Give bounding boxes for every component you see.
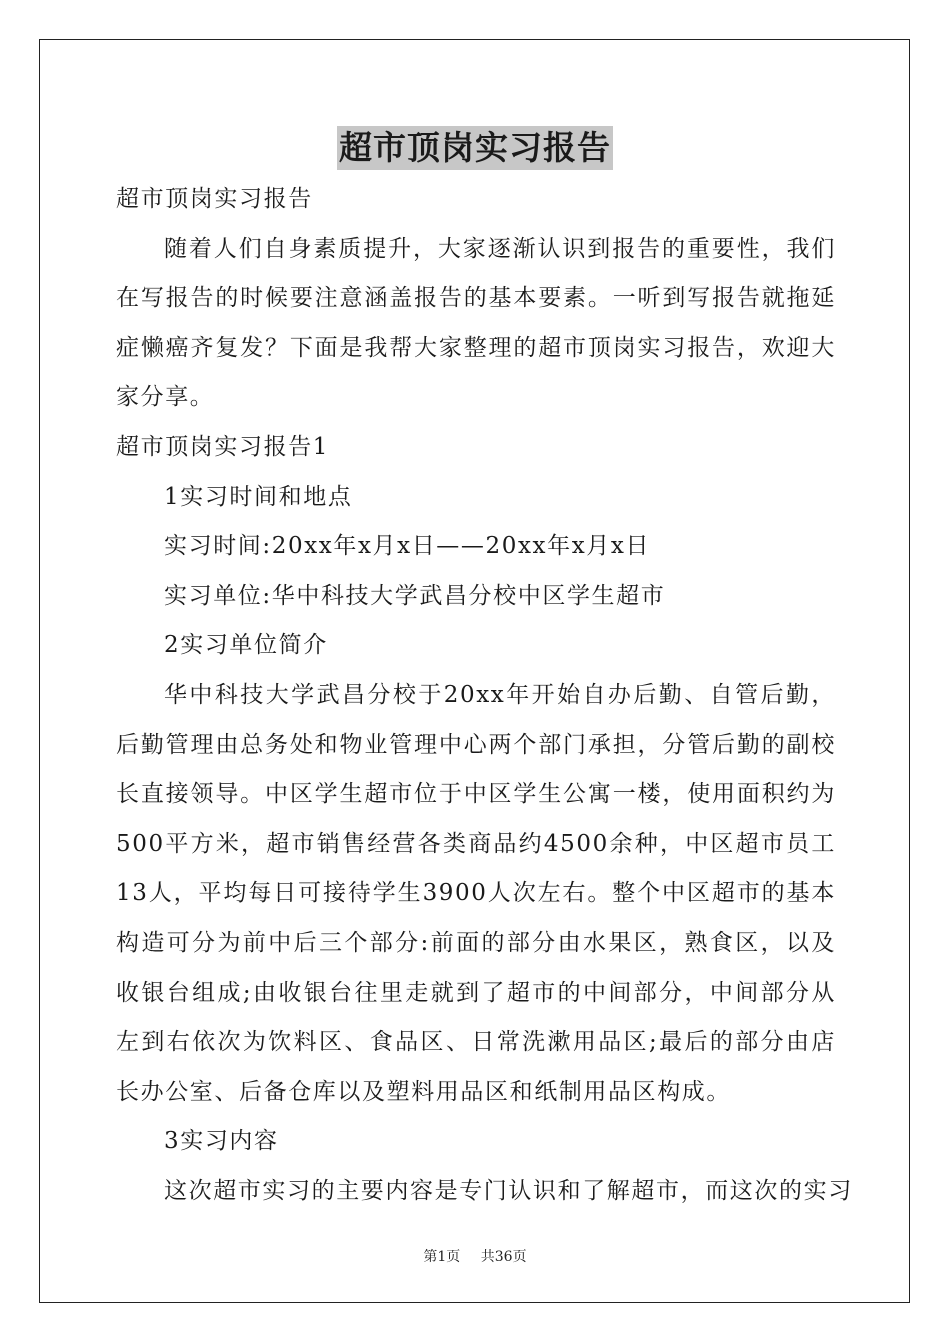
intro-paragraph: 随着人们自身素质提升，大家逐渐认识到报告的重要性，我们在写报告的时候要注意涵盖报告的基本要素。一听到写报告就拖延症懒癌齐复发？下面是我帮大家整理的超市顶岗实习报告，欢迎大家分享。	[116, 235, 836, 411]
section-heading-content: 3实习内容	[164, 1128, 279, 1155]
internship-time: 实习时间:20xx年x月x日——20xx年x月x日	[164, 533, 651, 560]
content-paragraph: 这次超市实习的主要内容是专门认识和了解超市，而这次的实习	[164, 1177, 853, 1204]
title-container	[0, 126, 950, 170]
report-subtitle: 超市顶岗实习报告1	[116, 433, 330, 460]
unit-intro-paragraph: 华中科技大学武昌分校于20xx年开始自办后勤、自管后勤，后勤管理由总务处和物业管理中心两个部门承担，分管后勤的副校长直接领导。中区学生超市位于中区学生公寓一楼，使用面积约为500平方米，超市销售经营各类商品约4500余种，中区超市员工13人，平均每日可接待学生3900人次左右。整个中区超市的基本构造可分为前中后三个部分:前面的部分由水果区，熟食区，以及收银台组成;由收银台往里走就到了超市的中间部分，中间部分从左到右依次为饮料区、食品区、日常洗漱用品区;最后的部分由店长办公室、后备仓库以及塑料用品区和纸制用品区构成。	[116, 681, 836, 1105]
document-title: 超市顶岗实习报告	[337, 126, 613, 170]
section-heading-unit-intro: 2实习单位简介	[164, 632, 328, 659]
section-heading: 超市顶岗实习报告	[116, 186, 313, 212]
section-heading-time-place: 1实习时间和地点	[164, 483, 353, 510]
page-total: 共36页	[480, 1249, 527, 1265]
internship-unit: 实习单位:华中科技大学武昌分校中区学生超市	[164, 582, 666, 609]
page-footer	[0, 1246, 950, 1266]
document-body	[116, 175, 853, 1216]
page-number: 第1页	[423, 1249, 461, 1265]
